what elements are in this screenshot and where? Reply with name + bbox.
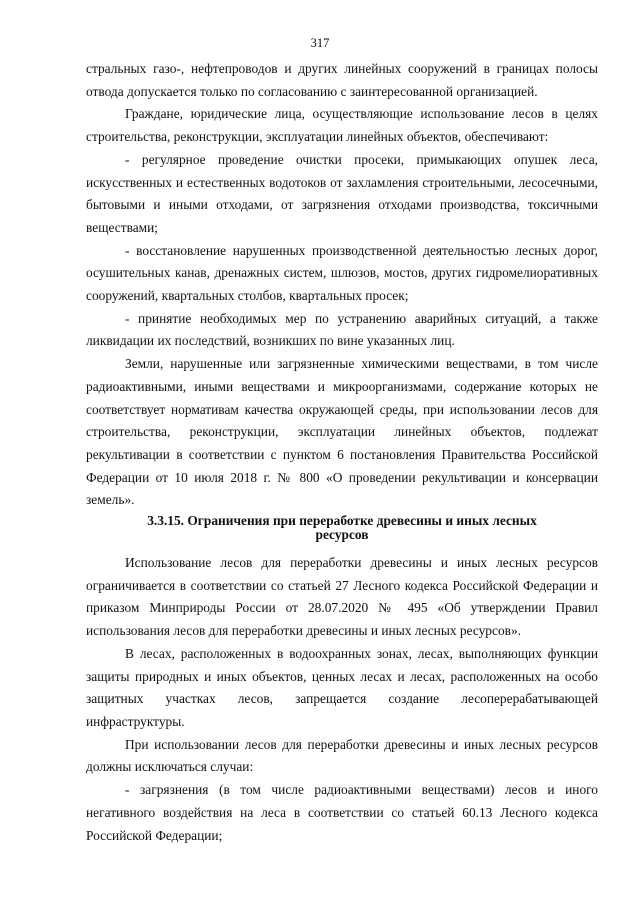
page-content: [86, 58, 598, 847]
list-item: - регулярное проведение очистки просеки, примыкающих опушек леса, искусственных и естественных водотоков от захламления строительными, лесосечными, бытовыми и иными отходами, от загрязнения отходами производства, токсичными веществами;: [86, 151, 598, 235]
section-heading-line: 3.3.15. Ограничения при переработке древесины и иных лесных: [147, 513, 537, 529]
paragraph: Граждане, юридические лица, осуществляющие использование лесов в целях строительства, реконструкции, эксплуатации линейных объектов, обеспечивают:: [86, 106, 598, 145]
list-item: - загрязнения (в том числе радиоактивными веществами) лесов и иного негативного воздействия на леса в соответствии со статьей 60.13 Лесного кодекса Российской Федерации;: [86, 782, 598, 843]
paragraph: В лесах, расположенных в водоохранных зонах, лесах, выполняющих функции защиты природных и иных объектов, ценных лесах и лесах, расположенных на особо защитных участках лесов, запрещается создание лесоперерабатывающей инфраструктуры.: [86, 645, 598, 729]
paragraph: Земли, нарушенные или загрязненные химическими веществами, в том числе радиоактивными, иными веществами и микроорганизмами, содержание которых не соответствует нормативам качества окружающей среды, при использовании лесов для строительства, реконструкции, эксплуатации линейных объектов, подлежат рекультивации в соответствии с пунктом 6 постановления Правительства Российской Федерации от 10 июля 2018 г. № 800 «О проведении рекультивации и консервации земель».: [86, 356, 598, 508]
list-item: - восстановление нарушенных производственной деятельностью лесных дорог, осушительных канав, дренажных систем, шлюзов, мостов, других гидромелиоративных сооружений, квартальных столбов, квартальных просек;: [86, 242, 598, 304]
paragraph: стральных газо-, нефтепроводов и других линейных сооружений в границах полосы отвода допускается только по согласованию с заинтересованной организацией.: [86, 61, 598, 99]
section-heading-line: ресурсов: [315, 527, 369, 543]
paragraph: При использовании лесов для переработки древесины и иных лесных ресурсов должны исключаться случаи:: [86, 736, 598, 775]
paragraph: Использование лесов для переработки древесины и иных лесных ресурсов ограничивается в соответствии со статьей 27 Лесного кодекса Российской Федерации и приказом Минприроды России от 28.07.2020 № 495 «Об утверждении Правил использования лесов для переработки древесины и иных лесных ресурсов».: [86, 555, 598, 639]
section-heading: [86, 514, 598, 552]
page-number: 317: [310, 36, 330, 50]
list-item: - принятие необходимых мер по устранению аварийных ситуаций, а также ликвидации их последствий, возникших по вине указанных лиц.: [86, 310, 598, 349]
